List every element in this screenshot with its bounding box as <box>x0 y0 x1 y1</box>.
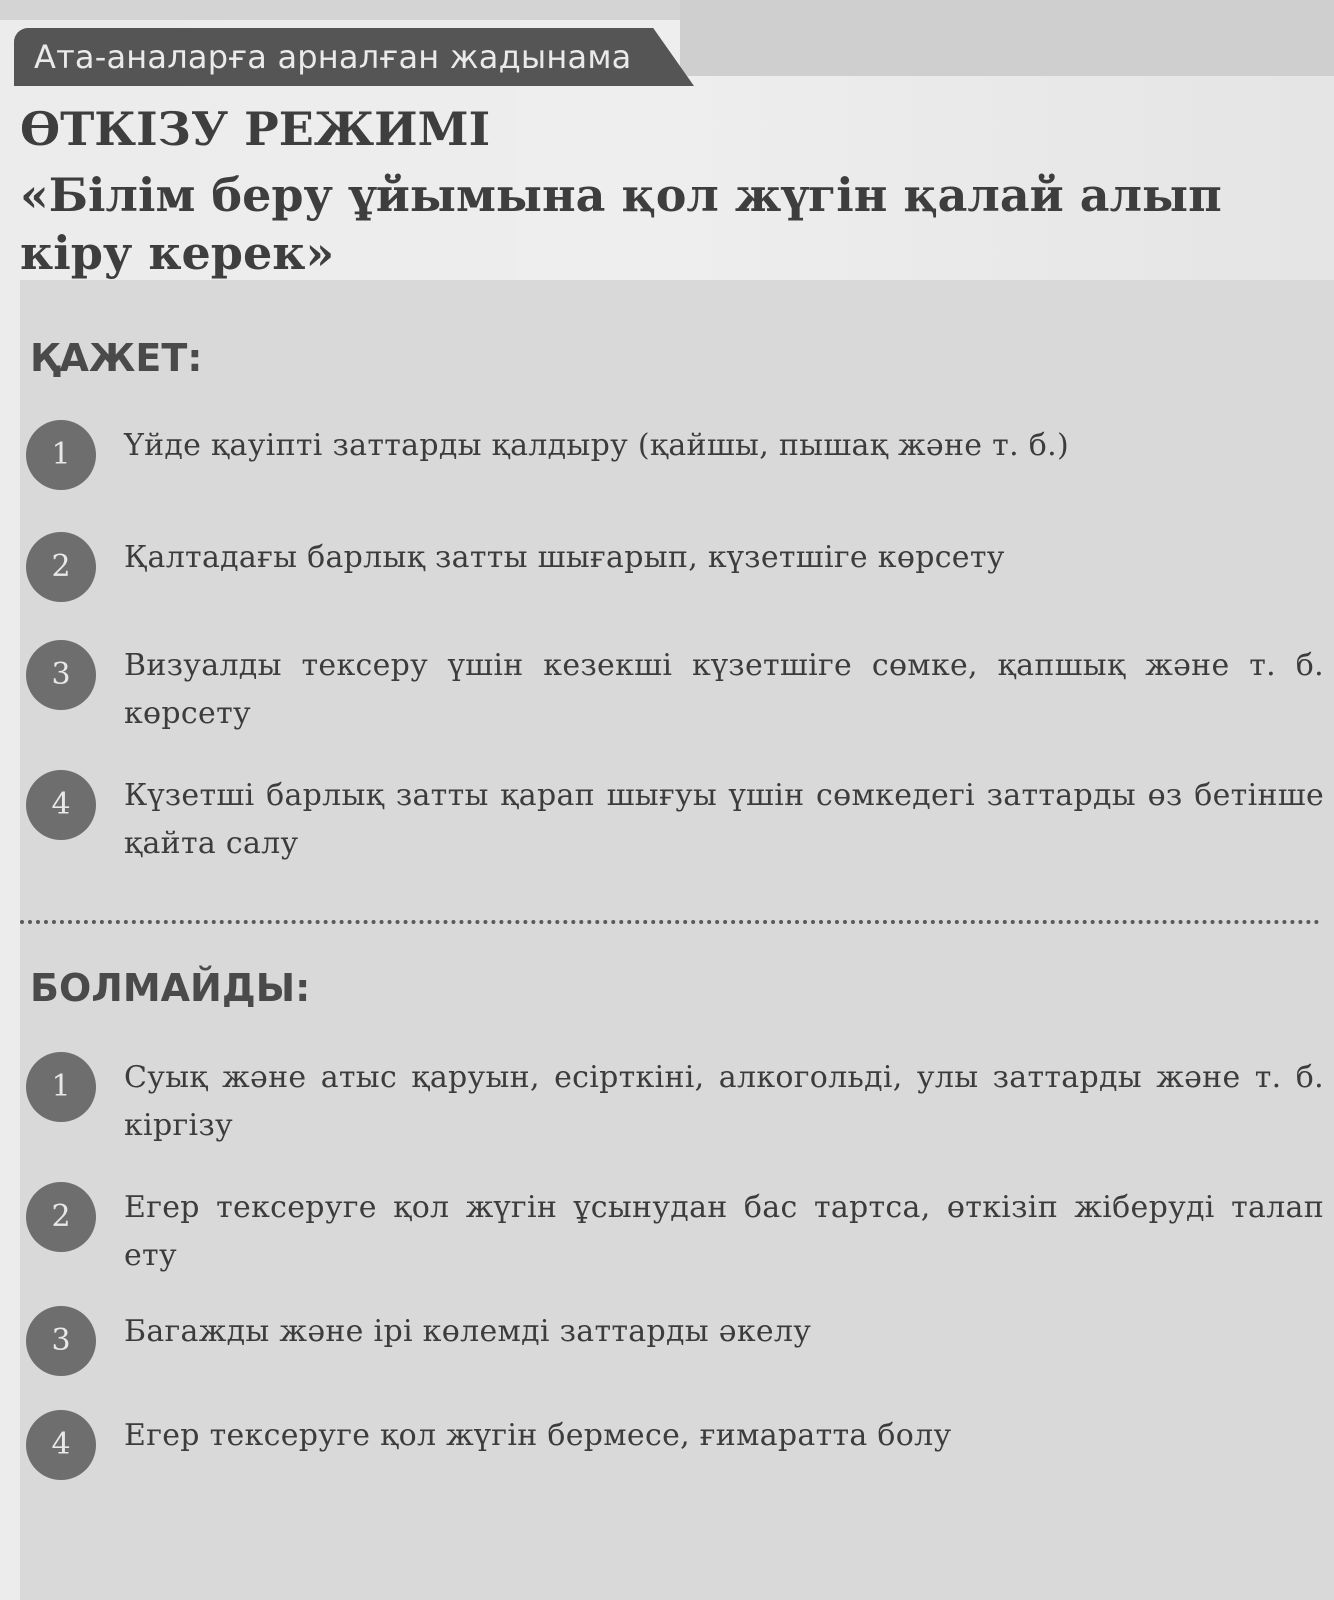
number-badge: 1 <box>26 1052 96 1122</box>
header-tab-label: Ата-аналарға арналған жадынама <box>34 38 632 76</box>
number-badge: 2 <box>26 1182 96 1252</box>
header-band <box>680 0 1334 76</box>
number-badge: 4 <box>26 770 96 840</box>
number-badge: 4 <box>26 1410 96 1480</box>
item-text: Үйде қауіпті заттарды қалдыру (қайшы, пышақ және т. б.) <box>124 428 1069 463</box>
forbidden-heading: БОЛМАЙДЫ: <box>30 966 311 1010</box>
required-heading: ҚАЖЕТ: <box>30 336 203 380</box>
item-text: Күзетші барлық затты қарап шығуы үшін сөмкедегі заттарды өз бетінше қайта салу <box>124 778 1324 861</box>
item-text: Визуалды тексеру үшін кезекші күзетшіге сөмке, қапшық және т. б. көрсету <box>124 648 1324 731</box>
title-line-1: ӨТКІЗУ РЕЖИМІ <box>20 102 491 156</box>
number-badge: 1 <box>26 420 96 490</box>
item-text: Суық және атыс қаруын, есірткіні, алкогольді, улы заттарды және т. б. кіргізу <box>124 1060 1324 1143</box>
item-text: Қалтадағы барлық затты шығарып, күзетшіге көрсету <box>124 540 1005 575</box>
title-line-2: «Білім беру ұйымына қол жүгін қалай алып кіру керек» <box>20 168 1222 280</box>
item-text: Багажды және ірі көлемді заттарды әкелу <box>124 1314 812 1349</box>
number-badge: 3 <box>26 1306 96 1376</box>
content-panel <box>20 280 1334 1600</box>
page-title <box>20 100 1310 282</box>
number-badge: 3 <box>26 640 96 710</box>
dotted-divider <box>20 920 1320 924</box>
item-text: Егер тексеруге қол жүгін бермесе, ғимаратта болу <box>124 1418 952 1453</box>
item-text: Егер тексеруге қол жүгін ұсынудан бас тартса, өткізіп жіберуді талап ету <box>124 1190 1324 1273</box>
number-badge: 2 <box>26 532 96 602</box>
